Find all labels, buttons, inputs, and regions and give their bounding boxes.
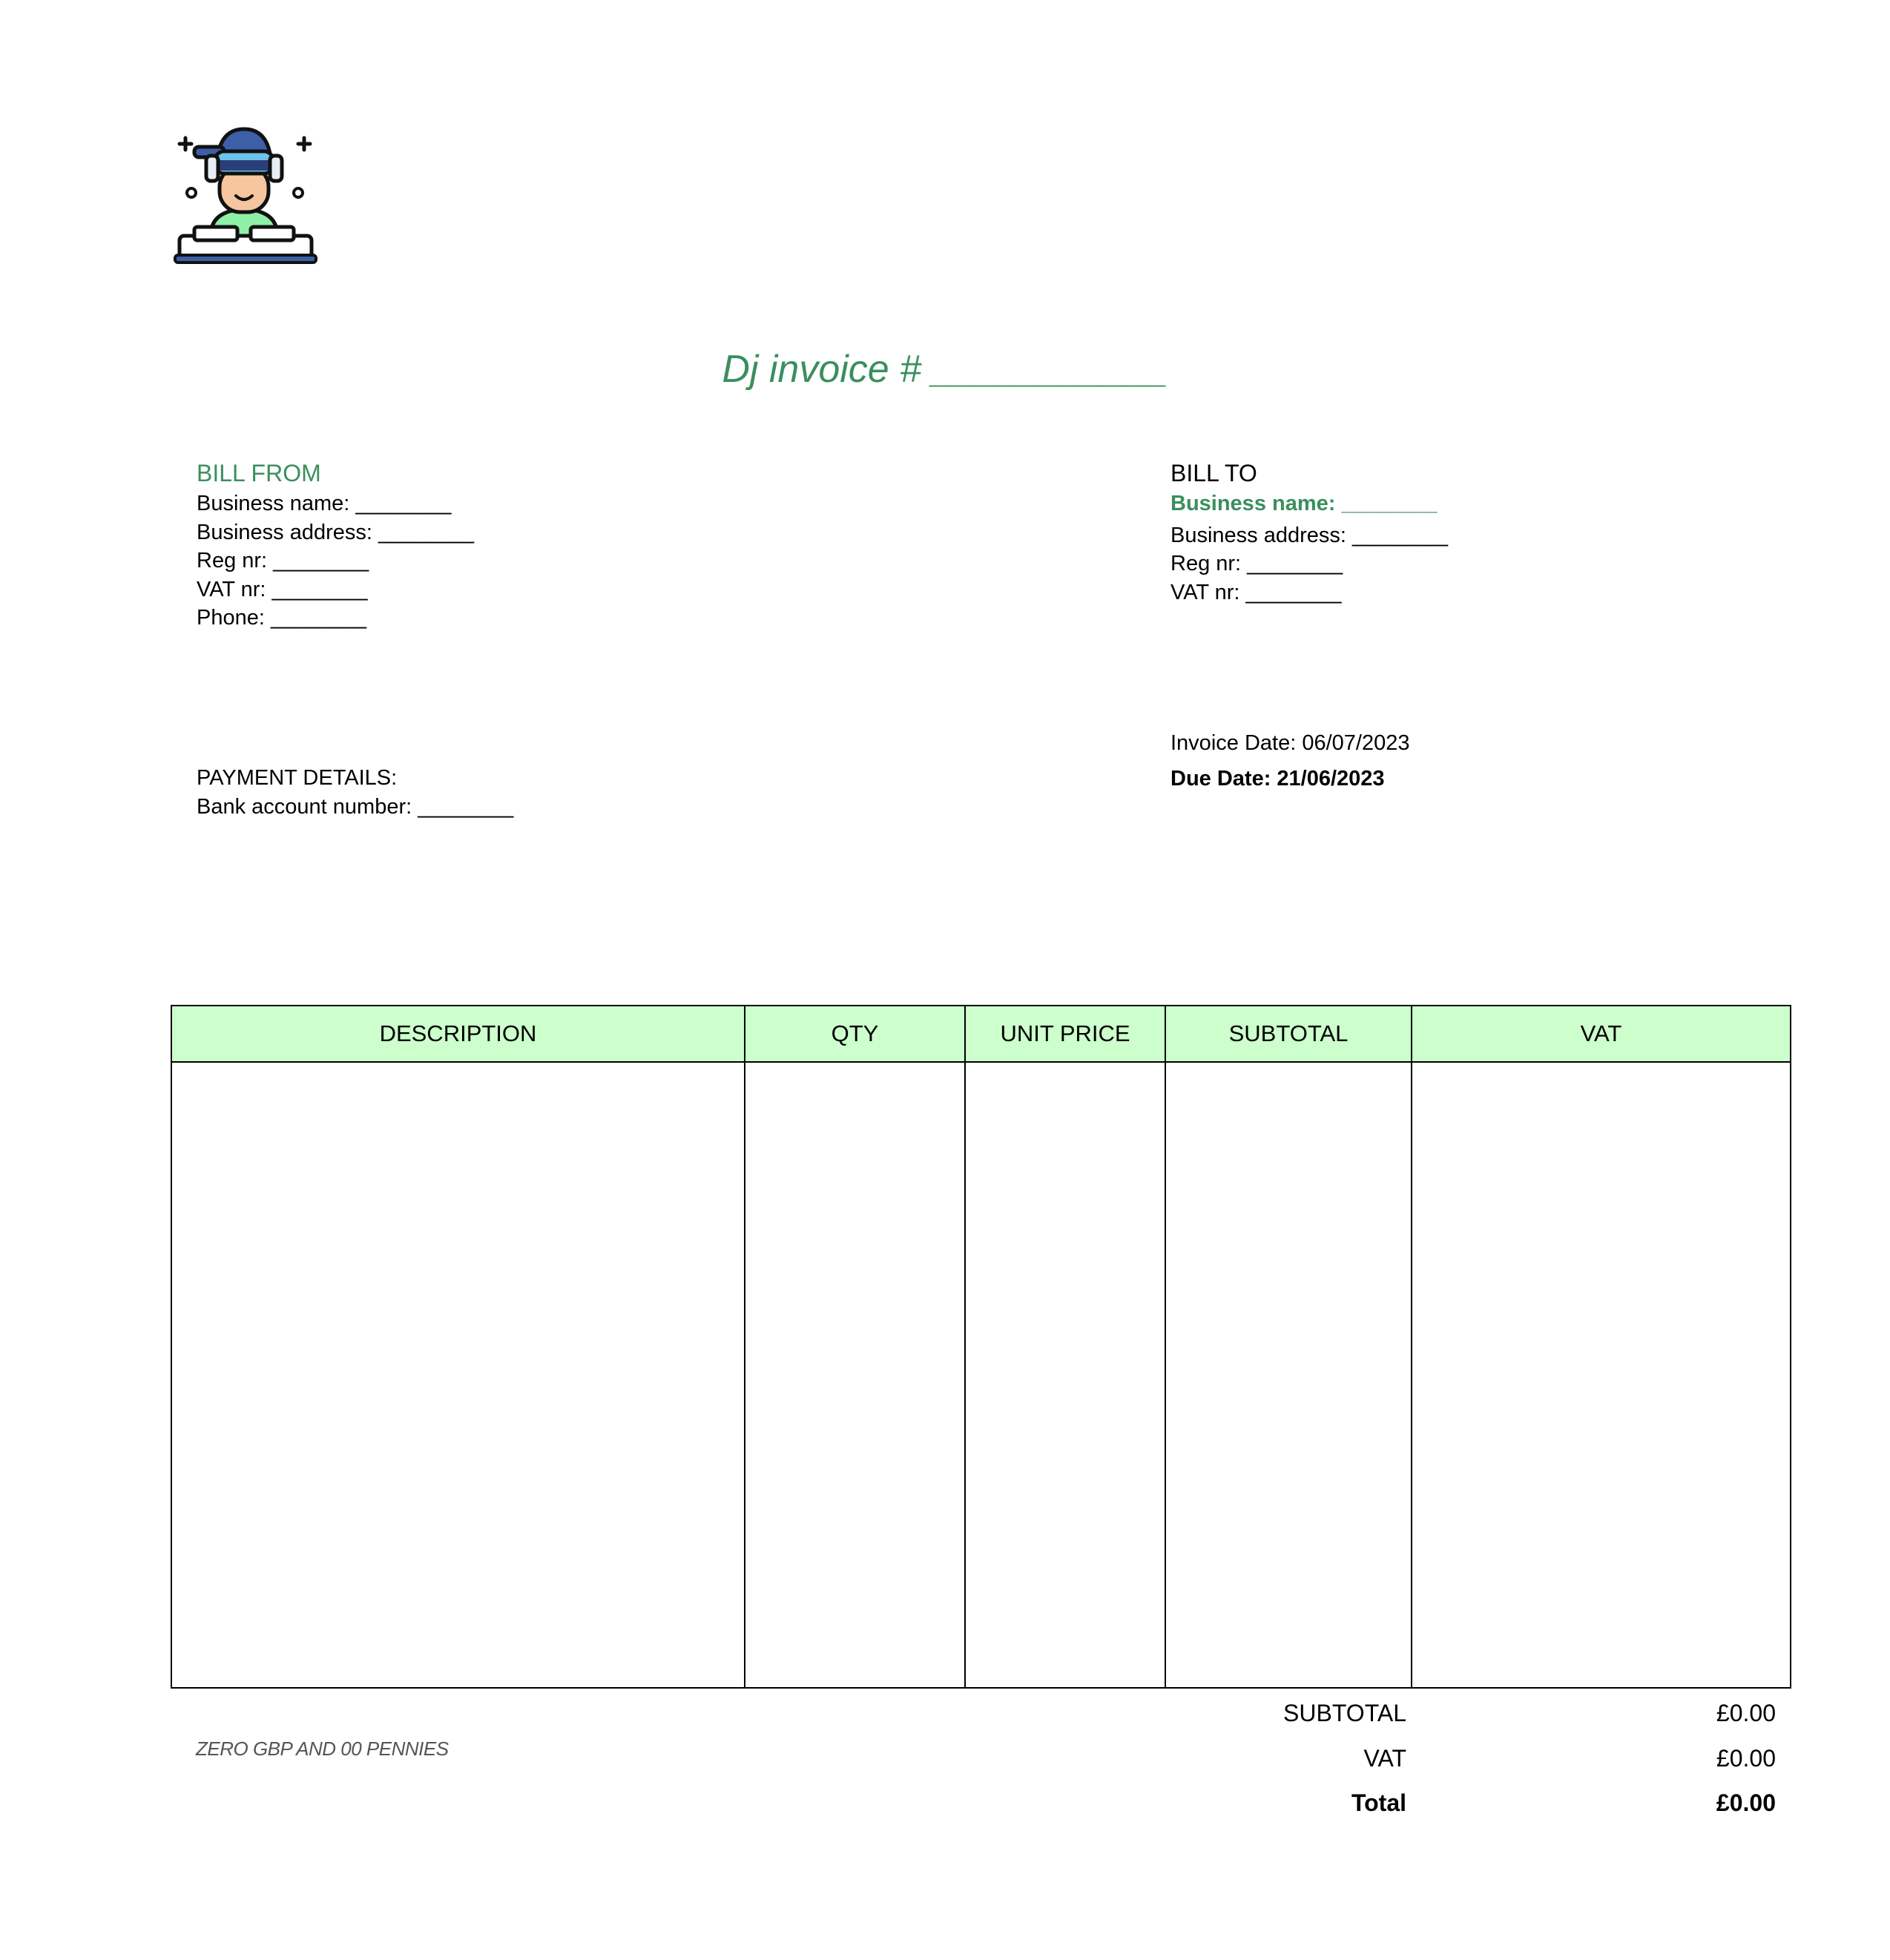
bill-from-phone: Phone: ________ <box>197 606 366 630</box>
table-header-row <box>171 1006 1791 1062</box>
amount-in-words: ZERO GBP AND 00 PENNIES <box>196 1738 449 1760</box>
bank-account-number: Bank account number: ________ <box>197 794 514 819</box>
bill-to-heading: BILL TO <box>1170 460 1257 486</box>
column-header-vat: VAT <box>1412 1006 1791 1062</box>
bill-to-business-name: Business name: ________ <box>1170 492 1438 515</box>
vat-cell <box>1412 1062 1791 1688</box>
column-header-subtotal: SUBTOTAL <box>1165 1006 1412 1062</box>
vat-label: VAT <box>1363 1745 1406 1772</box>
line-items-table <box>171 1005 1791 1689</box>
bill-from-section <box>197 457 474 633</box>
payment-details-heading: PAYMENT DETAILS: <box>197 766 398 790</box>
table-row <box>171 1062 1791 1688</box>
total-value: £0.00 <box>1716 1789 1776 1816</box>
subtotal-label: SUBTOTAL <box>1283 1700 1406 1726</box>
invoice-title: Dj invoice # ___________ <box>722 348 1168 391</box>
due-date: Due Date: 21/06/2023 <box>1170 766 1385 791</box>
column-header-unit-price: UNIT PRICE <box>965 1006 1165 1062</box>
bill-from-business-address: Business address: ________ <box>197 520 475 544</box>
bill-to-vat-nr: VAT nr: ________ <box>1170 580 1342 604</box>
total-label: Total <box>1351 1789 1406 1816</box>
bill-to-section <box>1170 457 1448 607</box>
column-header-qty: QTY <box>745 1006 965 1062</box>
dj-logo-icon <box>168 125 320 265</box>
bill-from-reg-nr: Reg nr: ________ <box>197 549 369 573</box>
invoice-date: Invoice Date: 06/07/2023 <box>1170 731 1410 755</box>
column-header-description: DESCRIPTION <box>171 1006 745 1062</box>
bill-to-reg-nr: Reg nr: ________ <box>1170 552 1343 575</box>
dates-section <box>1170 729 1409 793</box>
bill-to-business-address: Business address: ________ <box>1170 523 1449 547</box>
subtotal-value: £0.00 <box>1716 1700 1776 1726</box>
payment-details-section <box>197 764 513 821</box>
vat-value: £0.00 <box>1716 1745 1776 1772</box>
bill-from-business-name: Business name: ________ <box>197 492 452 515</box>
bill-from-heading: BILL FROM <box>197 460 321 486</box>
qty-cell <box>745 1062 965 1688</box>
description-cell <box>171 1062 745 1688</box>
unit-price-cell <box>965 1062 1165 1688</box>
subtotal-cell <box>1165 1062 1412 1688</box>
bill-from-vat-nr: VAT nr: ________ <box>197 577 368 601</box>
